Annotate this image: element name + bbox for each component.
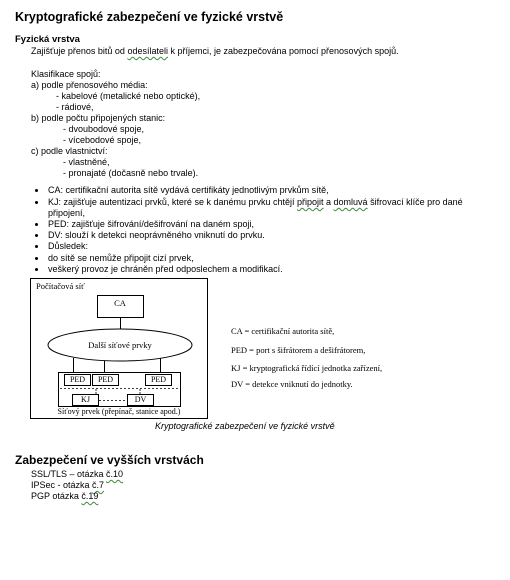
bullet-ped: PED: zajišťuje šifrování/dešifrování na daném spoji,: [48, 219, 254, 229]
page-title: Kryptografické zabezpečení ve fyzické vrstvě: [15, 10, 284, 24]
legend-ca: CA = certifikační autorita sítě,: [231, 326, 335, 336]
diagram-ellipse-label: Další síťové prvky: [88, 340, 152, 350]
bullet-d1: do sítě se nemůže připojit cizí prvek,: [48, 253, 194, 263]
bullet-kj-mark2: domluvá: [333, 197, 368, 207]
classification-c: c) podle vlastnictví:: [31, 146, 108, 156]
bullet-kj-pre: KJ: zajišťuje autentizaci prvků, které se k danému prvku chtějí: [48, 197, 297, 207]
higher-item-ssl-ref: č.10: [106, 469, 124, 479]
higher-item-ipsec: [31, 480, 104, 491]
section-heading-physical: Fyzická vrstva: [15, 34, 80, 45]
higher-item-pgp-text: PGP otázka: [31, 491, 82, 501]
bullet-d2: veškerý provoz je chráněn před odposlechem a modifikací.: [48, 264, 283, 274]
bullet-kj-continuation: připojení,: [48, 208, 86, 218]
intro-text-post: k příjemci, je zabezpečována pomocí přenosových spojů.: [167, 46, 399, 56]
diagram-kj-label: KJ: [81, 395, 90, 404]
diagram-ped3-label: PED: [150, 375, 167, 384]
diagram-ped1-label: PED: [69, 375, 86, 384]
legend-dv: DV = detekce vniknutí do jednotky.: [231, 379, 353, 389]
bullet-kj-mid: a: [323, 197, 334, 207]
figure-caption: Kryptografické zabezpečení ve fyzické vrstvě: [155, 421, 335, 431]
classification-c2: - pronajaté (dočasně nebo trvale).: [63, 168, 199, 178]
diagram-frame-label: Počítačová síť: [36, 281, 85, 291]
higher-item-pgp-ref: č.19: [81, 491, 99, 501]
classification-a: a) podle přenosového média:: [31, 80, 148, 90]
bullet-dusledek: Důsledek:: [48, 241, 89, 251]
higher-item-ssl: [31, 469, 123, 480]
classification-b1: - dvoubodové spoje,: [63, 124, 145, 134]
higher-item-ssl-text: SSL/TLS – otázka: [31, 469, 107, 479]
higher-item-ipsec-text: IPSec - otázka: [31, 480, 93, 490]
legend-kj: KJ = kryptografická řídící jednotka zařízení,: [231, 363, 383, 373]
diagram-ped2-label: PED: [97, 375, 114, 384]
classification-b2: - vícebodové spoje,: [63, 135, 142, 145]
higher-item-pgp: [31, 491, 98, 502]
classification-a2: - rádiové,: [56, 102, 94, 112]
bullet-kj-mark1: připojit: [297, 197, 324, 207]
legend-ped: PED = port s šifrátorem a dešifrátorem,: [231, 345, 366, 355]
intro-text-marked-word: odesílateli: [127, 46, 168, 56]
diagram-dv-label: DV: [134, 395, 147, 404]
diagram-ca-label: CA: [114, 298, 126, 308]
classification-a1: - kabelové (metalické nebo optické),: [56, 91, 201, 101]
higher-item-ipsec-ref: č.7: [92, 480, 105, 490]
section-heading-higher: Zabezpečení ve vyšších vrstvách: [15, 453, 204, 467]
diagram-element-label: Síťový prvek (přepínač, stanice apod.): [57, 407, 181, 416]
intro-text-pre: Zajišťuje přenos bitů od: [31, 46, 128, 56]
bullet-dv: DV: slouží k detekci neoprávněného vniknutí do prvku.: [48, 230, 265, 240]
classification-b: b) podle počtu připojených stanic:: [31, 113, 166, 123]
classification-c1: - vlastněné,: [63, 157, 110, 167]
classification-heading: Klasifikace spojů:: [31, 69, 101, 79]
bullet-kj-post: šifrovací klíče pro dané: [367, 197, 463, 207]
bullet-ca: CA: certifikační autorita sítě vydává certifikáty jednotlivým prvkům sítě,: [48, 185, 329, 195]
